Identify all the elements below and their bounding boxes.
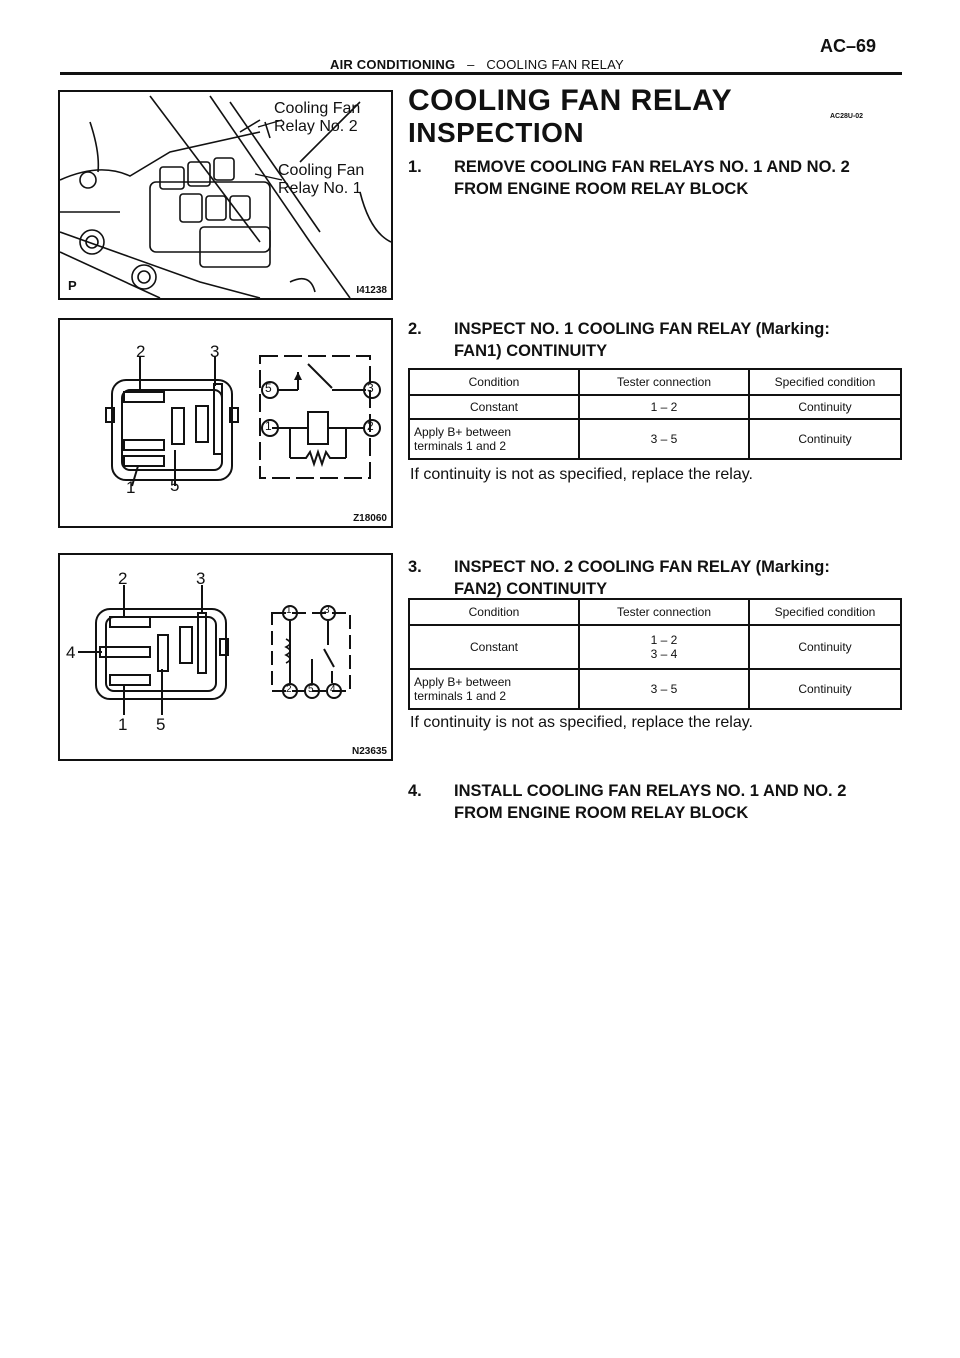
- header-subsection: COOLING FAN RELAY: [486, 57, 624, 72]
- page-number: AC–69: [820, 36, 877, 56]
- step-text-line: FAN1) CONTINUITY: [454, 342, 608, 360]
- step-text-line: INSPECT NO. 2 COOLING FAN RELAY (Marking:: [454, 558, 830, 576]
- table-cell: Constant: [409, 625, 579, 669]
- terminal-label-1: 1: [118, 715, 128, 734]
- circuit-terminal-3: 3: [324, 605, 330, 616]
- relay-2-connector-diagram: [60, 555, 391, 759]
- table-cell: 1 – 2: [579, 395, 749, 419]
- table-row: [409, 419, 901, 459]
- header-dash: –: [467, 57, 475, 72]
- continuity-table-relay-2: [408, 598, 902, 710]
- table-header: Condition: [409, 369, 579, 395]
- step-number: 3.: [408, 558, 422, 576]
- step-number: 1.: [408, 158, 422, 176]
- label-cooling-fan-relay-2: [274, 100, 360, 136]
- step-3: [408, 556, 908, 602]
- running-header: [330, 57, 624, 72]
- step-number: 2.: [408, 320, 422, 338]
- table-cell: [579, 625, 749, 669]
- note-text: If continuity is not as specified, replace the relay.: [410, 466, 753, 483]
- header-rule: [60, 72, 902, 75]
- table-cell: Continuity: [749, 419, 901, 459]
- figure-relay-2-circuit: [58, 553, 393, 761]
- table-cell: Continuity: [749, 625, 901, 669]
- figure-code: N23635: [351, 746, 387, 757]
- step-text-line: FROM ENGINE ROOM RELAY BLOCK: [454, 804, 749, 822]
- label-cooling-fan-relay-1: [278, 162, 364, 198]
- circuit-terminal-5: 5: [265, 381, 272, 395]
- step-number: 4.: [408, 782, 422, 800]
- cell-line: terminals 1 and 2: [414, 689, 507, 703]
- circuit-terminal-1: 1: [286, 605, 292, 616]
- circuit-terminal-1: 1: [265, 419, 272, 433]
- circuit-terminal-2: 2: [286, 684, 292, 695]
- table-cell: [409, 669, 579, 709]
- label-line: Cooling Fan: [278, 162, 365, 179]
- circuit-terminal-4: 4: [330, 684, 336, 695]
- table-header: Tester connection: [579, 599, 749, 625]
- step-text-line: FROM ENGINE ROOM RELAY BLOCK: [454, 180, 749, 198]
- figure-code: I41238: [356, 285, 387, 296]
- table-cell: Constant: [409, 395, 579, 419]
- page-subtitle: INSPECTION: [408, 117, 585, 148]
- step-text-line: INSPECT NO. 1 COOLING FAN RELAY (Marking:: [454, 320, 830, 338]
- label-line: Relay No. 2: [274, 118, 358, 135]
- cell-line: Apply B+ between: [414, 675, 512, 689]
- cell-line: 1 – 2: [650, 633, 678, 647]
- terminal-label-4: 4: [66, 643, 76, 662]
- table-header: Tester connection: [579, 369, 749, 395]
- circuit-terminal-5: 5: [308, 684, 314, 695]
- cell-line: Apply B+ between: [414, 425, 512, 439]
- page-title: COOLING FAN RELAY: [408, 84, 733, 117]
- terminal-label-3: 3: [196, 569, 206, 588]
- circuit-terminal-3: 3: [367, 381, 374, 395]
- table-cell: 3 – 5: [579, 419, 749, 459]
- terminal-label-2: 2: [118, 569, 128, 588]
- step-text-line: REMOVE COOLING FAN RELAYS NO. 1 AND NO. 2: [454, 158, 850, 176]
- table-cell: 3 – 5: [579, 669, 749, 709]
- table-header-row: [409, 369, 901, 395]
- table-header-row: [409, 599, 901, 625]
- terminal-label-1: 1: [126, 478, 136, 497]
- corner-label: P: [68, 278, 77, 293]
- table-row: [409, 669, 901, 709]
- step-text-line: INSTALL COOLING FAN RELAYS NO. 1 AND NO. 2: [454, 782, 847, 800]
- header-section: AIR CONDITIONING: [330, 57, 456, 72]
- table-cell: Continuity: [749, 395, 901, 419]
- label-line: Cooling Fan: [274, 100, 361, 117]
- step-4: [408, 780, 908, 826]
- cell-line: 3 – 4: [650, 647, 678, 661]
- continuity-table-relay-1: [408, 368, 902, 460]
- terminal-label-5: 5: [156, 715, 166, 734]
- table-cell: Continuity: [749, 669, 901, 709]
- step-text-line: FAN2) CONTINUITY: [454, 580, 608, 598]
- table-row: [409, 625, 901, 669]
- table-header: Condition: [409, 599, 579, 625]
- step-2: [408, 318, 908, 364]
- figure-relay-1-circuit: [58, 318, 393, 528]
- figure-relay-block: [58, 90, 393, 300]
- table-header: Specified condition: [749, 599, 901, 625]
- circuit-terminal-2: 2: [367, 419, 374, 433]
- table-row: [409, 395, 901, 419]
- table-cell: [409, 419, 579, 459]
- step-1: [408, 156, 908, 202]
- figure-code: Z18060: [353, 513, 387, 524]
- terminal-label-5: 5: [170, 476, 180, 495]
- table-header: Specified condition: [749, 369, 901, 395]
- doc-code: AC28U-02: [830, 113, 864, 120]
- terminal-label-2: 2: [136, 342, 146, 361]
- relay-1-connector-diagram: [60, 320, 391, 526]
- terminal-label-3: 3: [210, 342, 220, 361]
- note-text: If continuity is not as specified, replace the relay.: [410, 714, 753, 731]
- label-line: Relay No. 1: [278, 180, 362, 197]
- cell-line: terminals 1 and 2: [414, 439, 507, 453]
